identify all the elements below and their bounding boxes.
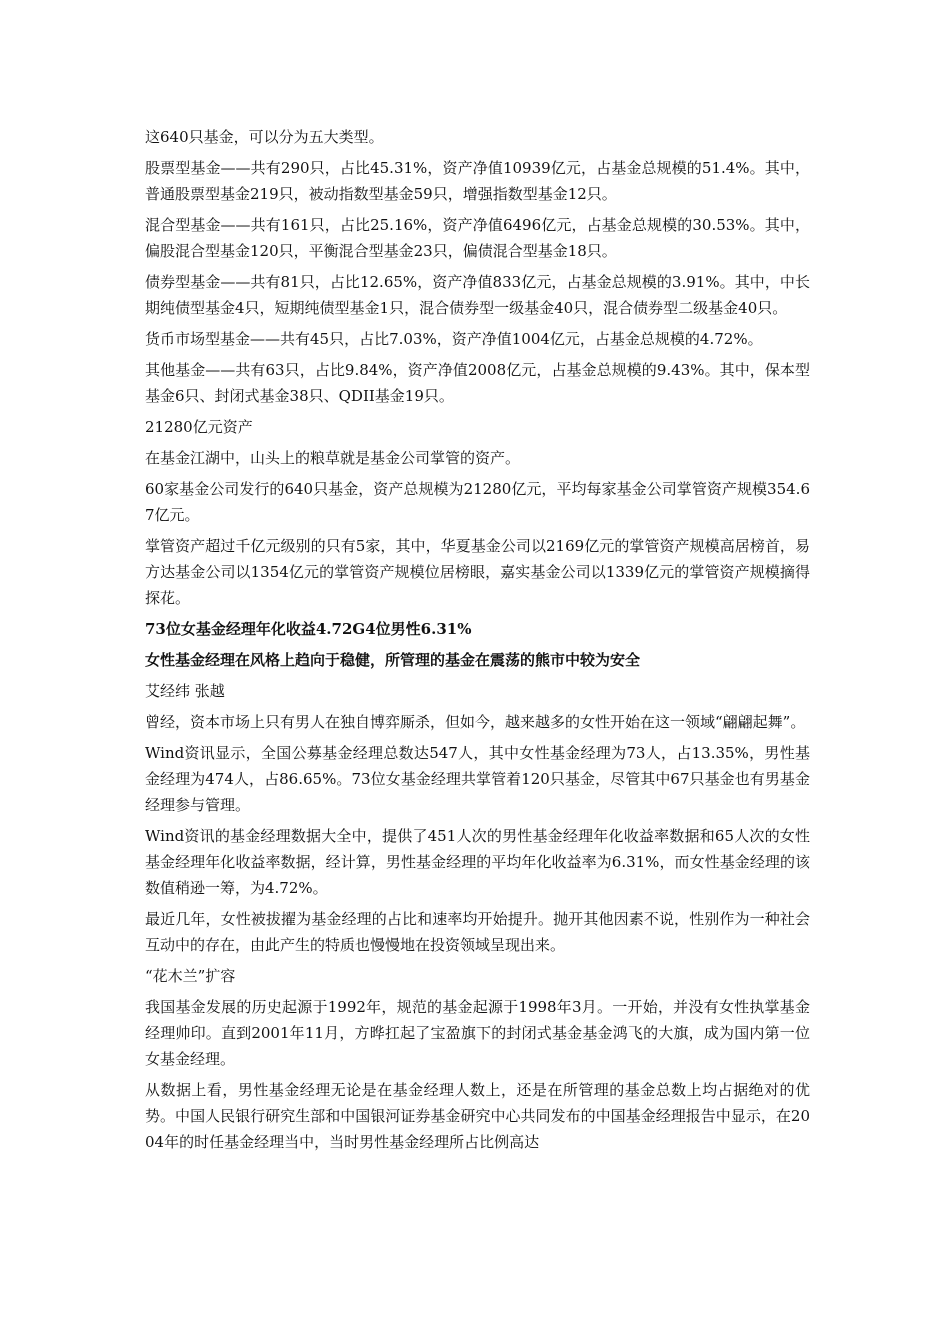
paragraph-women-rising: 曾经，资本市场上只有男人在独自博弈厮杀，但如今，越来越多的女性开始在这一领域“翩翩起舞”。 [145,713,806,731]
paragraph-mixed-funds: 混合型基金——共有161只，占比25.16%，资产净值6496亿元，占基金总规模的30.53%。其中，偏股混合型基金120只，平衡混合型基金23只，偏债混合型基金18只。 [145,216,810,260]
article-title: 73位女基金经理年化收益4.72G4位男性6.31% [145,620,472,638]
paragraph-other-funds: 其他基金——共有63只，占比9.84%，资产净值2008亿元，占基金总规模的9.43%。其中，保本型基金6只、封闭式基金38只、QDII基金19只。 [145,361,810,405]
paragraph-bond-funds: 债券型基金——共有81只，占比12.65%，资产净值833亿元，占基金总规模的3.91%。其中，中长期纯债型基金4只，短期纯债型基金1只，混合债券型一级基金40只，混合债券型二级基金40只。 [145,273,810,317]
paragraph-manager-counts: Wind资讯显示，全国公募基金经理总数达547人，其中女性基金经理为73人，占13.35%，男性基金经理为474人，占86.65%。73位女基金经理共掌管着120只基金，尽管其中67只基金也有男基金经理参与管理。 [145,744,810,814]
article-subtitle: 女性基金经理在风格上趋向于稳健，所管理的基金在震荡的熊市中较为安全 [145,651,641,669]
subheading-mulan-expansion: “花木兰”扩容 [145,967,236,985]
paragraph-return-comparison: Wind资讯的基金经理数据大全中，提供了451人次的男性基金经理年化收益率数据和65人次的女性基金经理年化收益率数据，经计算，男性基金经理的平均年化收益率为6.31%，而女性基金经理的该数值稍逊一筹，为4.72%。 [145,827,810,897]
paragraph-assets-intro: 在基金江湖中，山头上的粮草就是基金公司掌管的资产。 [145,449,521,467]
paragraph-recent-trend: 最近几年，女性被拔擢为基金经理的占比和速率均开始提升。抛开其他因素不说，性别作为一种社会互动中的存在，由此产生的特质也慢慢地在投资领域呈现出来。 [145,910,810,954]
paragraph-fund-history: 我国基金发展的历史起源于1992年，规范的基金起源于1998年3月。一开始，并没有女性执掌基金经理帅印。直到2001年11月，方晔扛起了宝盈旗下的封闭式基金基金鸿飞的大旗，成为国内第一位女基金经理。 [145,998,810,1068]
paragraph-fund-types-intro: 这640只基金，可以分为五大类型。 [145,128,384,146]
paragraph-total-asset-scale: 60家基金公司发行的640只基金，资产总规模为21280亿元，平均每家基金公司掌管资产规模354.67亿元。 [145,480,810,524]
paragraph-male-dominance: 从数据上看，男性基金经理无论是在基金经理人数上，还是在所管理的基金总数上均占据绝对的优势。中国人民银行研究生部和中国银河证券基金研究中心共同发布的中国基金经理报告中显示，在2004年的时任基金经理当中，当时男性基金经理所占比例高达 [145,1081,810,1151]
document-body [145,124,810,1160]
paragraph-top-fund-companies: 掌管资产超过千亿元级别的只有5家，其中，华夏基金公司以2169亿元的掌管资产规模高居榜首，易方达基金公司以1354亿元的掌管资产规模位居榜眼，嘉实基金公司以1339亿元的掌管资产规模摘得探花。 [145,537,810,607]
paragraph-stock-funds: 股票型基金——共有290只，占比45.31%，资产净值10939亿元，占基金总规模的51.4%。其中，普通股票型基金219只，被动指数型基金59只，增强指数型基金12只。 [145,159,810,203]
paragraph-money-market-funds: 货币市场型基金——共有45只，占比7.03%，资产净值1004亿元，占基金总规模的4.72%。 [145,330,763,348]
article-byline: 艾经纬 张越 [145,682,225,700]
subheading-total-assets: 21280亿元资产 [145,418,253,436]
